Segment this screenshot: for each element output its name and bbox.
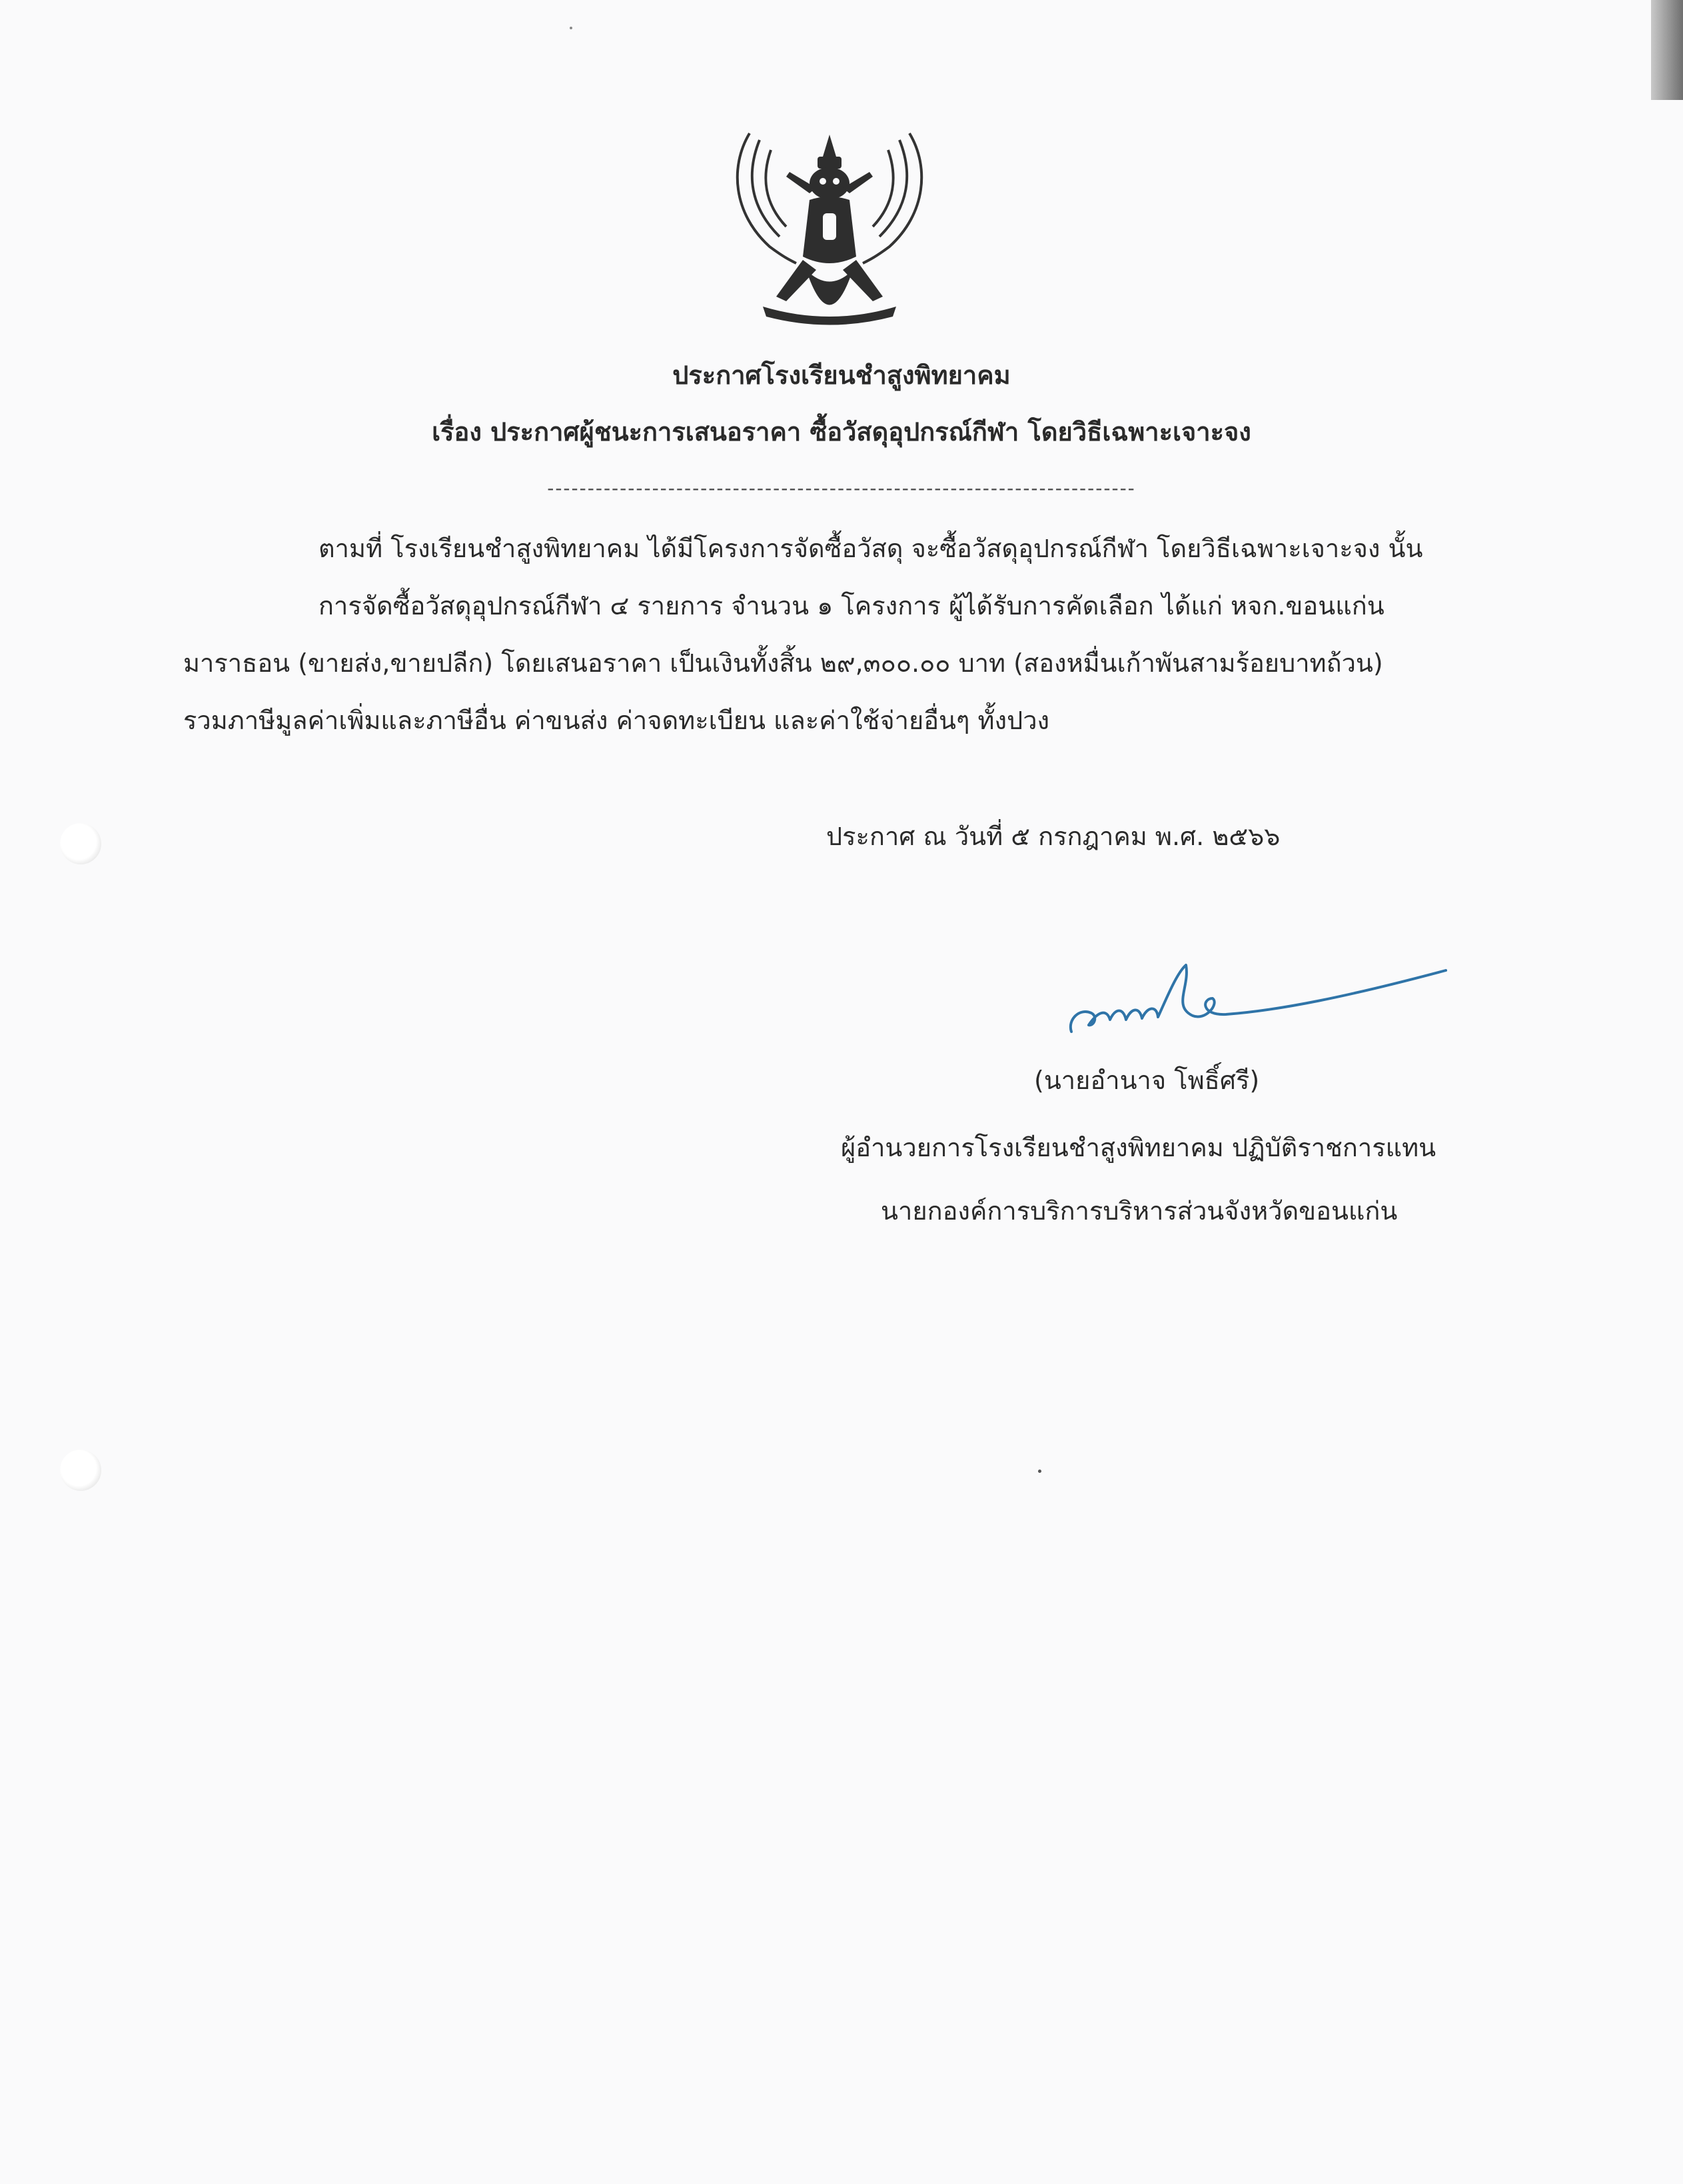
announcement-date: ประกาศ ณ วันที่ ๕ กรกฎาคม พ.ศ. ๒๕๖๖ bbox=[826, 822, 1281, 851]
garuda-emblem bbox=[723, 127, 936, 347]
body-line-4: รวมภาษีมูลค่าเพิ่มและภาษีอื่น ค่าขนส่ง ค่าจดทะเบียน และค่าใช้จ่ายอื่นๆ ทั้งปวง bbox=[183, 706, 1050, 735]
handwritten-signature bbox=[1059, 946, 1459, 1053]
scan-edge-shadow bbox=[1651, 0, 1683, 100]
punch-hole-top bbox=[60, 823, 101, 864]
punch-hole-bottom bbox=[60, 1450, 101, 1491]
body-line-1: ตามที่ โรงเรียนชำสูงพิทยาคม ได้มีโครงการจัดซื้อวัสดุ จะซื้อวัสดุอุปกรณ์กีฬา โดยวิธีเฉพาะเจาะจง นั้น bbox=[318, 534, 1423, 563]
body-line-2: การจัดซื้อวัสดุอุปกรณ์กีฬา ๔ รายการ จำนวน ๑ โครงการ ผู้ได้รับการคัดเลือก ได้แก่ หจก.ขอนแก่น bbox=[318, 591, 1385, 620]
signatory-position-1: ผู้อำนวยการโรงเรียนชำสูงพิทยาคม ปฏิบัติราชการแทน bbox=[841, 1133, 1436, 1162]
announcement-title: ประกาศโรงเรียนชำสูงพิทยาคม bbox=[672, 361, 1011, 390]
header-divider: ------------------------------------------------------------------------- bbox=[547, 477, 1136, 499]
scan-speck bbox=[570, 27, 572, 29]
scan-speck bbox=[1038, 1470, 1041, 1473]
signatory-position-2: นายกองค์การบริการบริหารส่วนจังหวัดขอนแก่น bbox=[881, 1196, 1398, 1226]
signatory-name: (นายอำนาจ โพธิ์ศรี) bbox=[1034, 1066, 1260, 1095]
announcement-subject: เรื่อง ประกาศผู้ชนะการเสนอราคา ซื้อวัสดุอุปกรณ์กีฬา โดยวิธีเฉพาะเจาะจง bbox=[432, 417, 1251, 447]
body-line-3: มาราธอน (ขายส่ง,ขายปลีก) โดยเสนอราคา เป็นเงินทั้งสิ้น ๒๙,๓๐๐.๐๐ บาท (สองหมื่นเก้าพันสามร้อยบาทถ้วน) bbox=[183, 648, 1383, 678]
